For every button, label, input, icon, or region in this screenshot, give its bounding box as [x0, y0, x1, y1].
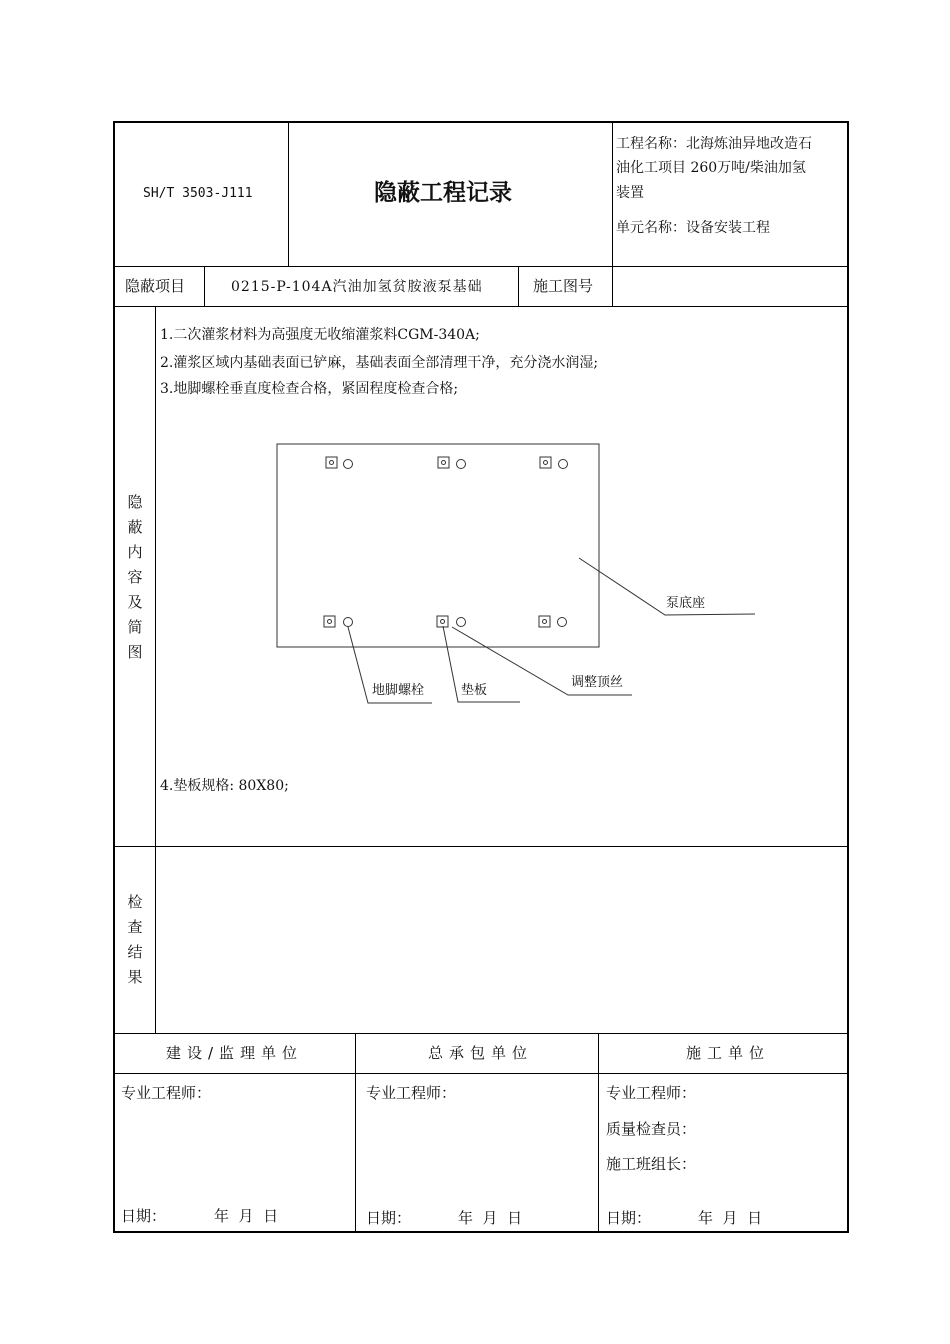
anchor-bolt-circle: [559, 460, 568, 469]
shim-square: [438, 457, 449, 468]
date-ymd: 年 月 日: [458, 1209, 523, 1227]
date-ymd: 年 月 日: [214, 1207, 279, 1225]
side-label-char: 隐: [127, 493, 143, 511]
team-leader-label: 施工班组长：: [606, 1155, 697, 1173]
side-label-char: 内: [127, 543, 143, 561]
drawing-number-label: 施工图号: [533, 277, 594, 295]
note-4: 4.垫板规格: 80X80;: [160, 778, 289, 794]
date-label: 日期：: [606, 1209, 652, 1227]
unit-name: 单元名称：设备安装工程: [616, 220, 770, 236]
col-header-construction-unit: 施工单位: [686, 1044, 771, 1062]
date-label: 日期：: [366, 1209, 412, 1227]
note-1: 1.二次灌浆材料为高强度无收缩灌浆料CGM-340A;: [160, 327, 480, 343]
side-label-char: 查: [127, 918, 143, 936]
date-label: 日期：: [121, 1207, 167, 1225]
side-label-char: 果: [127, 968, 143, 986]
quality-inspector-label: 质量检查员：: [606, 1120, 697, 1138]
shim-square: [539, 616, 550, 627]
side-label-char: 图: [127, 643, 143, 661]
label-pump-base: 泵底座: [666, 596, 706, 611]
side-label-char: 蔽: [127, 518, 143, 536]
anchor-bolt-circle: [344, 618, 353, 627]
anchor-bolt-circle: [457, 460, 466, 469]
col-header-general-contractor: 总承包单位: [428, 1044, 534, 1062]
side-label-char: 容: [127, 568, 143, 586]
pump-base-outline: [277, 444, 599, 647]
side-label-char: 及: [127, 593, 143, 611]
label-shim: 垫板: [461, 683, 488, 698]
note-3: 3.地脚螺栓垂直度检查合格，紧固程度检查合格;: [160, 381, 459, 397]
engineer-label: 专业工程师：: [366, 1084, 457, 1102]
leader-lines: [348, 558, 755, 703]
engineer-label: 专业工程师：: [606, 1084, 697, 1102]
anchor-bolt-circle: [457, 618, 466, 627]
project-name-line2: 油化工项目 260万吨/柴油加氢: [616, 160, 806, 176]
shim-square: [326, 457, 337, 468]
shim-square: [437, 616, 448, 627]
shim-square: [540, 457, 551, 468]
side-label-char: 结: [127, 943, 143, 961]
page-title: 隐蔽工程记录: [374, 180, 512, 206]
project-name-line3: 装置: [616, 185, 644, 201]
shim-square: [324, 616, 335, 627]
label-adjust-screw: 调整顶丝: [571, 675, 624, 690]
result-side-label: [125, 890, 145, 990]
col-header-owner: 建设/监理单位: [166, 1044, 304, 1062]
note-2: 2.灌浆区域内基础表面已铲麻，基础表面全部清理干净，充分浇水润湿;: [160, 355, 599, 371]
shim-bolt-group: [324, 457, 568, 627]
engineer-label: 专业工程师：: [121, 1084, 212, 1102]
side-label-char: 简: [127, 618, 143, 636]
anchor-bolt-circle: [558, 618, 567, 627]
item-label: 隐蔽项目: [125, 277, 186, 295]
project-name-line1: 工程名称：北海炼油异地改造石: [616, 136, 812, 152]
side-label-char: 检: [127, 893, 143, 911]
standard-code: SH/T 3503-J111: [143, 186, 253, 201]
item-value: 0215-P-104A汽油加氢贫胺液泵基础: [231, 279, 483, 295]
anchor-bolt-circle: [344, 460, 353, 469]
label-anchor-bolt: 地脚螺栓: [372, 683, 425, 698]
date-ymd: 年 月 日: [698, 1209, 763, 1227]
